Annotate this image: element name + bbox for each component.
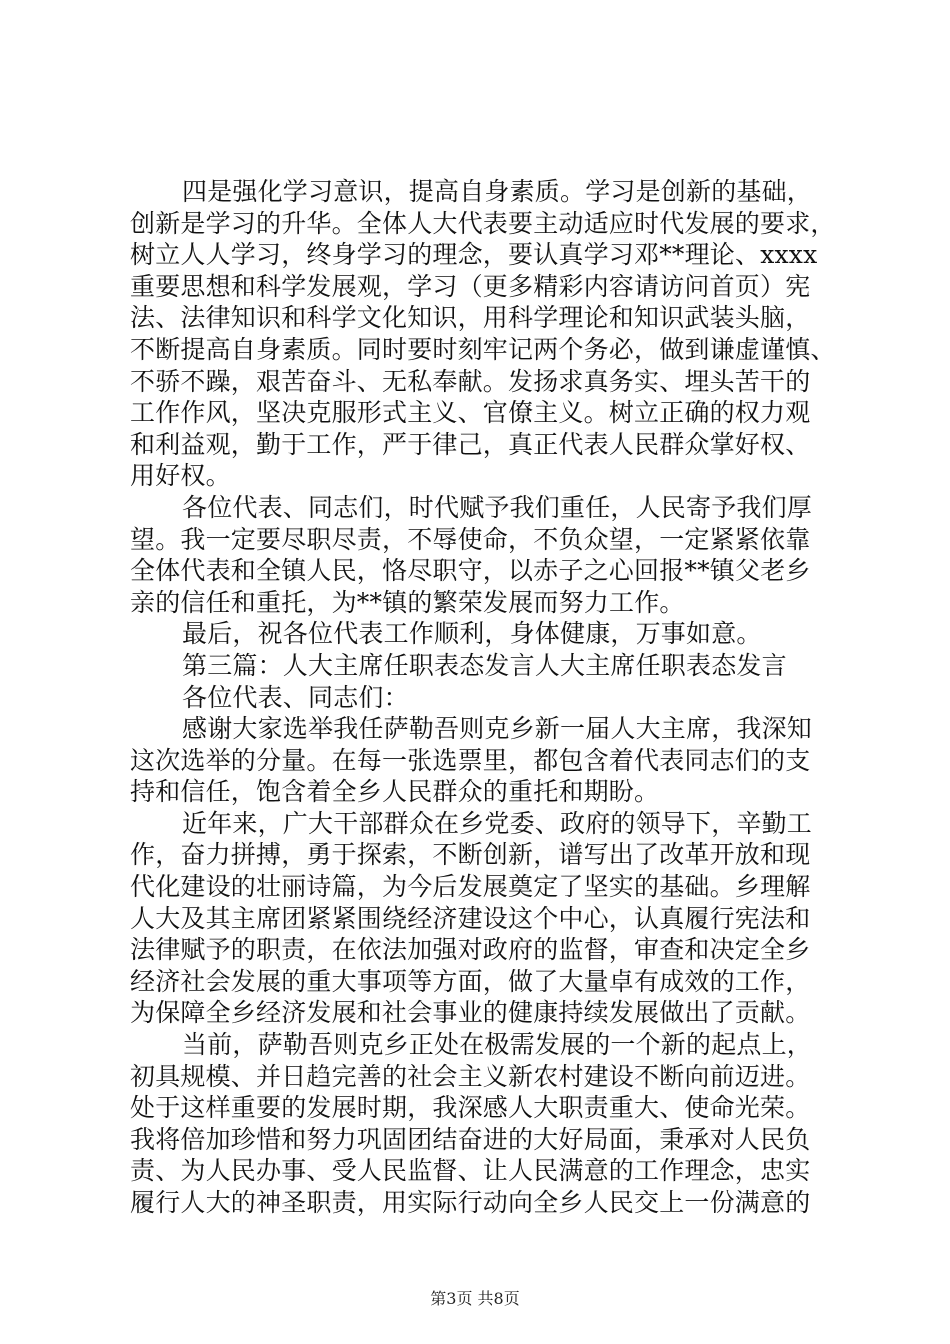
text-line: 不骄不躁，艰苦奋斗、无私奉献。发扬求真务实、埋头苦干的 [130,366,811,396]
text-line: 初具规模、并日趋完善的社会主义新农村建设不断向前迈进。 [130,1061,811,1091]
text-line: 经济社会发展的重大事项等方面，做了大量卓有成效的工作， [130,966,811,996]
text-line: 这次选举的分量。在每一张选票里，都包含着代表同志们的支 [130,745,811,775]
text-line: 工作作风，坚决克服形式主义、官僚主义。树立正确的权力观 [130,398,811,428]
text-line: 法、法律知识和科学文化知识，用科学理论和知识武装头脑， [130,303,811,333]
text-line: 四是强化学习意识，提高自身素质。学习是创新的基础， [182,177,813,206]
text-line: 全体代表和全镇人民，恪尽职守，以赤子之心回报**镇父老乡 [130,556,811,586]
text-line: 当前，萨勒吾则克乡正处在极需发展的一个新的起点上， [182,1030,813,1060]
text-line: 和利益观，勤于工作，严于律己，真正代表人民群众掌好权、 [130,429,811,459]
text-line: 树立人人学习，终身学习的理念，要认真学习邓**理论、xxxx [130,240,818,270]
document-body [130,176,836,1219]
salutation: 各位代表、同志们： [182,682,409,712]
text-line: 我将倍加珍惜和努力巩固团结奋进的大好局面，秉承对人民负 [130,1124,811,1154]
text-line: 近年来，广大干部群众在乡党委、政府的领导下，辛勤工 [182,808,813,838]
text-line: 各位代表、同志们，时代赋予我们重任，人民寄予我们厚 [182,492,813,522]
text-line: 法律赋予的职责，在依法加强对政府的监督，审查和决定全乡 [130,935,811,965]
text-line: 处于这样重要的发展时期，我深感人大职责重大、使命光荣。 [130,1093,811,1123]
text-line: 作，奋力拼搏，勇于探索，不断创新，谱写出了改革开放和现 [130,840,811,870]
text-line: 责、为人民办事、受人民监督、让人民满意的工作理念，忠实 [130,1156,811,1186]
text-line: 望。我一定要尽职尽责，不辱使命，不负众望，一定紧紧依靠 [130,524,811,554]
section-heading: 第三篇：人大主席任职表态发言人大主席任职表态发言 [182,650,787,680]
text-line: 最后，祝各位代表工作顺利，身体健康，万事如意。 [182,619,762,649]
text-line: 感谢大家选举我任萨勒吾则克乡新一届人大主席，我深知 [182,714,813,744]
text-line: 不断提高自身素质。同时要时刻牢记两个务必，做到谦虚谨慎、 [130,334,836,364]
text-line: 持和信任，饱含着全乡人民群众的重托和期盼。 [130,777,660,807]
text-line: 为保障全乡经济发展和社会事业的健康持续发展做出了贡献。 [130,998,811,1028]
text-line: 人大及其主席团紧紧围绕经济建设这个中心，认真履行宪法和 [130,903,811,933]
text-line: 重要思想和科学发展观，学习（更多精彩内容请访问首页）宪 [130,271,811,301]
page-number-footer: 第3页 共8页 [430,1289,520,1308]
text-line: 用好权。 [130,461,231,491]
text-line: 代化建设的壮丽诗篇，为今后发展奠定了坚实的基础。乡理解 [130,872,811,902]
text-line: 履行人大的神圣职责，用实际行动向全乡人民交上一份满意的 [130,1188,811,1217]
text-line: 创新是学习的升华。全体人大代表要主动适应时代发展的要求， [130,208,836,238]
text-line: 亲的信任和重托，为**镇的繁荣发展而努力工作。 [130,587,685,617]
